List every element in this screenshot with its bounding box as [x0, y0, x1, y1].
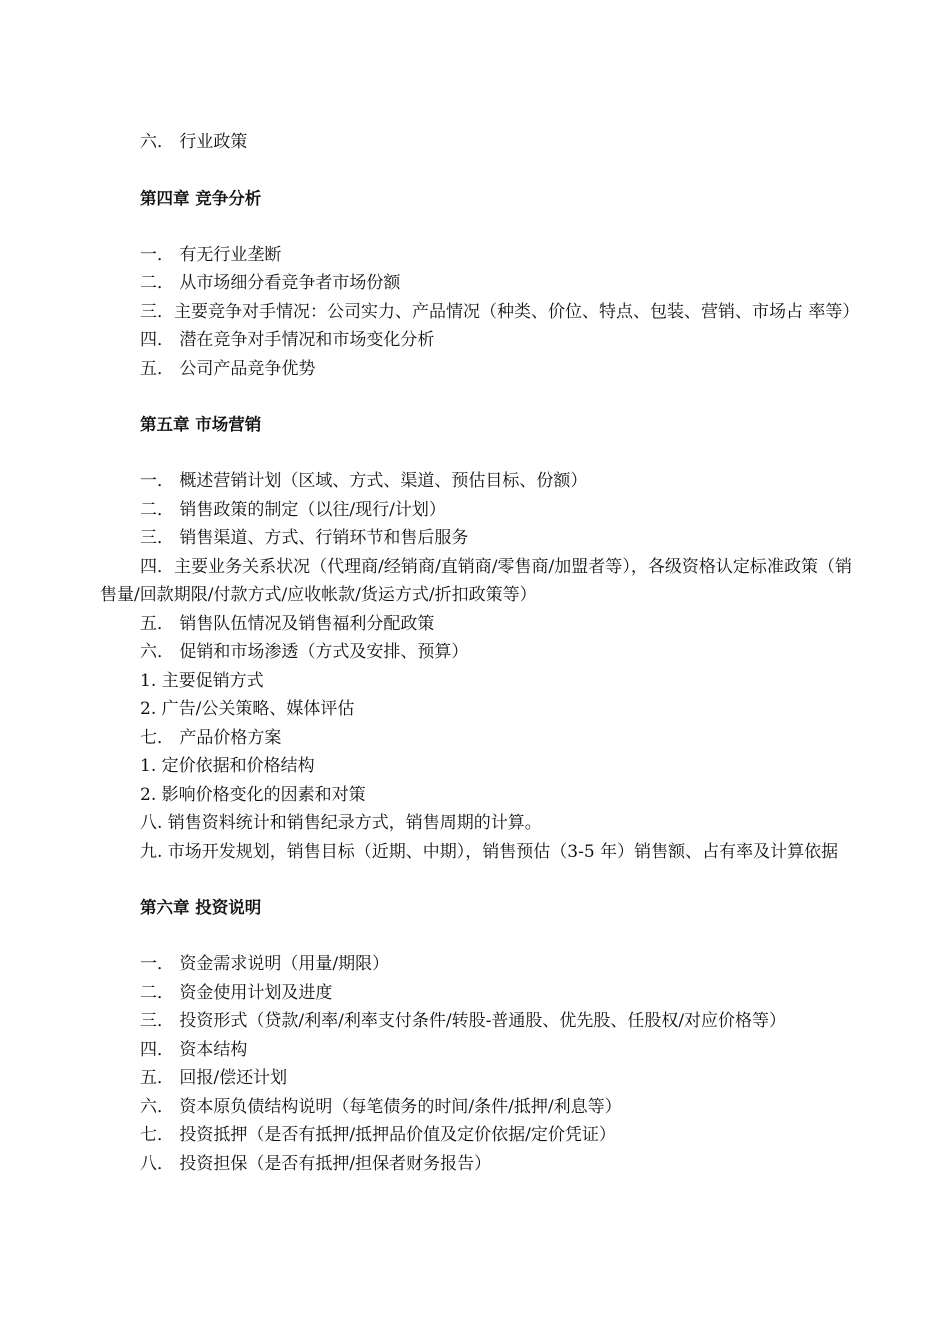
list-item: 2. 广告/公关策略、媒体评估: [140, 699, 355, 719]
chapter-heading: 第四章 竞争分析: [140, 188, 262, 208]
list-item: 二． 资金使用计划及进度: [140, 982, 333, 1003]
list-item: 九. 市场开发规划，销售目标（近期、中期），销售预估（3-5 年）销售额、占有率及计算依据: [140, 841, 839, 862]
list-item: 二． 销售政策的制定（以往/现行/计划）: [140, 499, 446, 520]
list-item: 三． 销售渠道、方式、行销环节和售后服务: [140, 528, 469, 548]
list-item: 1. 定价依据和价格结构: [140, 756, 315, 776]
list-item: 四．主要业务关系状况（代理商/经销商/直销商/零售商/加盟者等），各级资格认定标准政策（销售量/回款期限/付款方式/应收帐款/货运方式/折扣政策等）: [100, 556, 852, 605]
list-item: 六． 资本原负债结构说明（每笔债务的时间/条件/抵押/利息等）: [140, 1096, 622, 1117]
chapter6-list: [100, 950, 852, 1178]
list-item: 三．主要竞争对手情况：公司实力、产品情况（种类、价位、特点、包装、营销、市场占 率等）: [140, 301, 860, 322]
list-item: 六． 行业政策: [140, 132, 248, 152]
list-item: 八. 销售资料统计和销售纪录方式，销售周期的计算。: [140, 813, 542, 833]
list-item: 四． 资本结构: [140, 1039, 248, 1060]
list-item: 一． 概述营销计划（区域、方式、渠道、预估目标、份额）: [140, 471, 588, 491]
list-item: 2. 影响价格变化的因素和对策: [140, 784, 366, 805]
list-item: 五． 回报/偿还计划: [140, 1068, 288, 1088]
list-item: 六． 促销和市场渗透（方式及安排、预算）: [140, 642, 469, 662]
list-item: 一． 有无行业垄断: [140, 244, 282, 265]
list-item: 五． 销售队伍情况及销售福利分配政策: [140, 613, 435, 634]
list-item: 八． 投资担保（是否有抵押/担保者财务报告）: [140, 1153, 492, 1174]
list-item: 一． 资金需求说明（用量/期限）: [140, 954, 390, 974]
chapter5-list: [100, 467, 852, 866]
chapter-heading: 第六章 投资说明: [140, 898, 262, 917]
document-content: [100, 128, 860, 1178]
list-item: 七． 产品价格方案: [140, 727, 282, 748]
intro-section: [100, 128, 852, 157]
chapter4-list: [100, 241, 860, 384]
list-item: 七． 投资抵押（是否有抵押/抵押品价值及定价依据/定价凭证）: [140, 1125, 616, 1145]
list-item: 三． 投资形式（贷款/利率/利率支付条件/转股-普通股、优先股、任股权/对应价格等）: [140, 1011, 787, 1031]
chapter-heading: 第五章 市场营销: [140, 415, 262, 434]
list-item: 1. 主要促销方式: [140, 670, 264, 691]
list-item: 四． 潜在竞争对手情况和市场变化分析: [140, 330, 435, 350]
list-item: 二． 从市场细分看竞争者市场份额: [140, 273, 401, 293]
list-item: 五． 公司产品竞争优势: [140, 358, 316, 379]
